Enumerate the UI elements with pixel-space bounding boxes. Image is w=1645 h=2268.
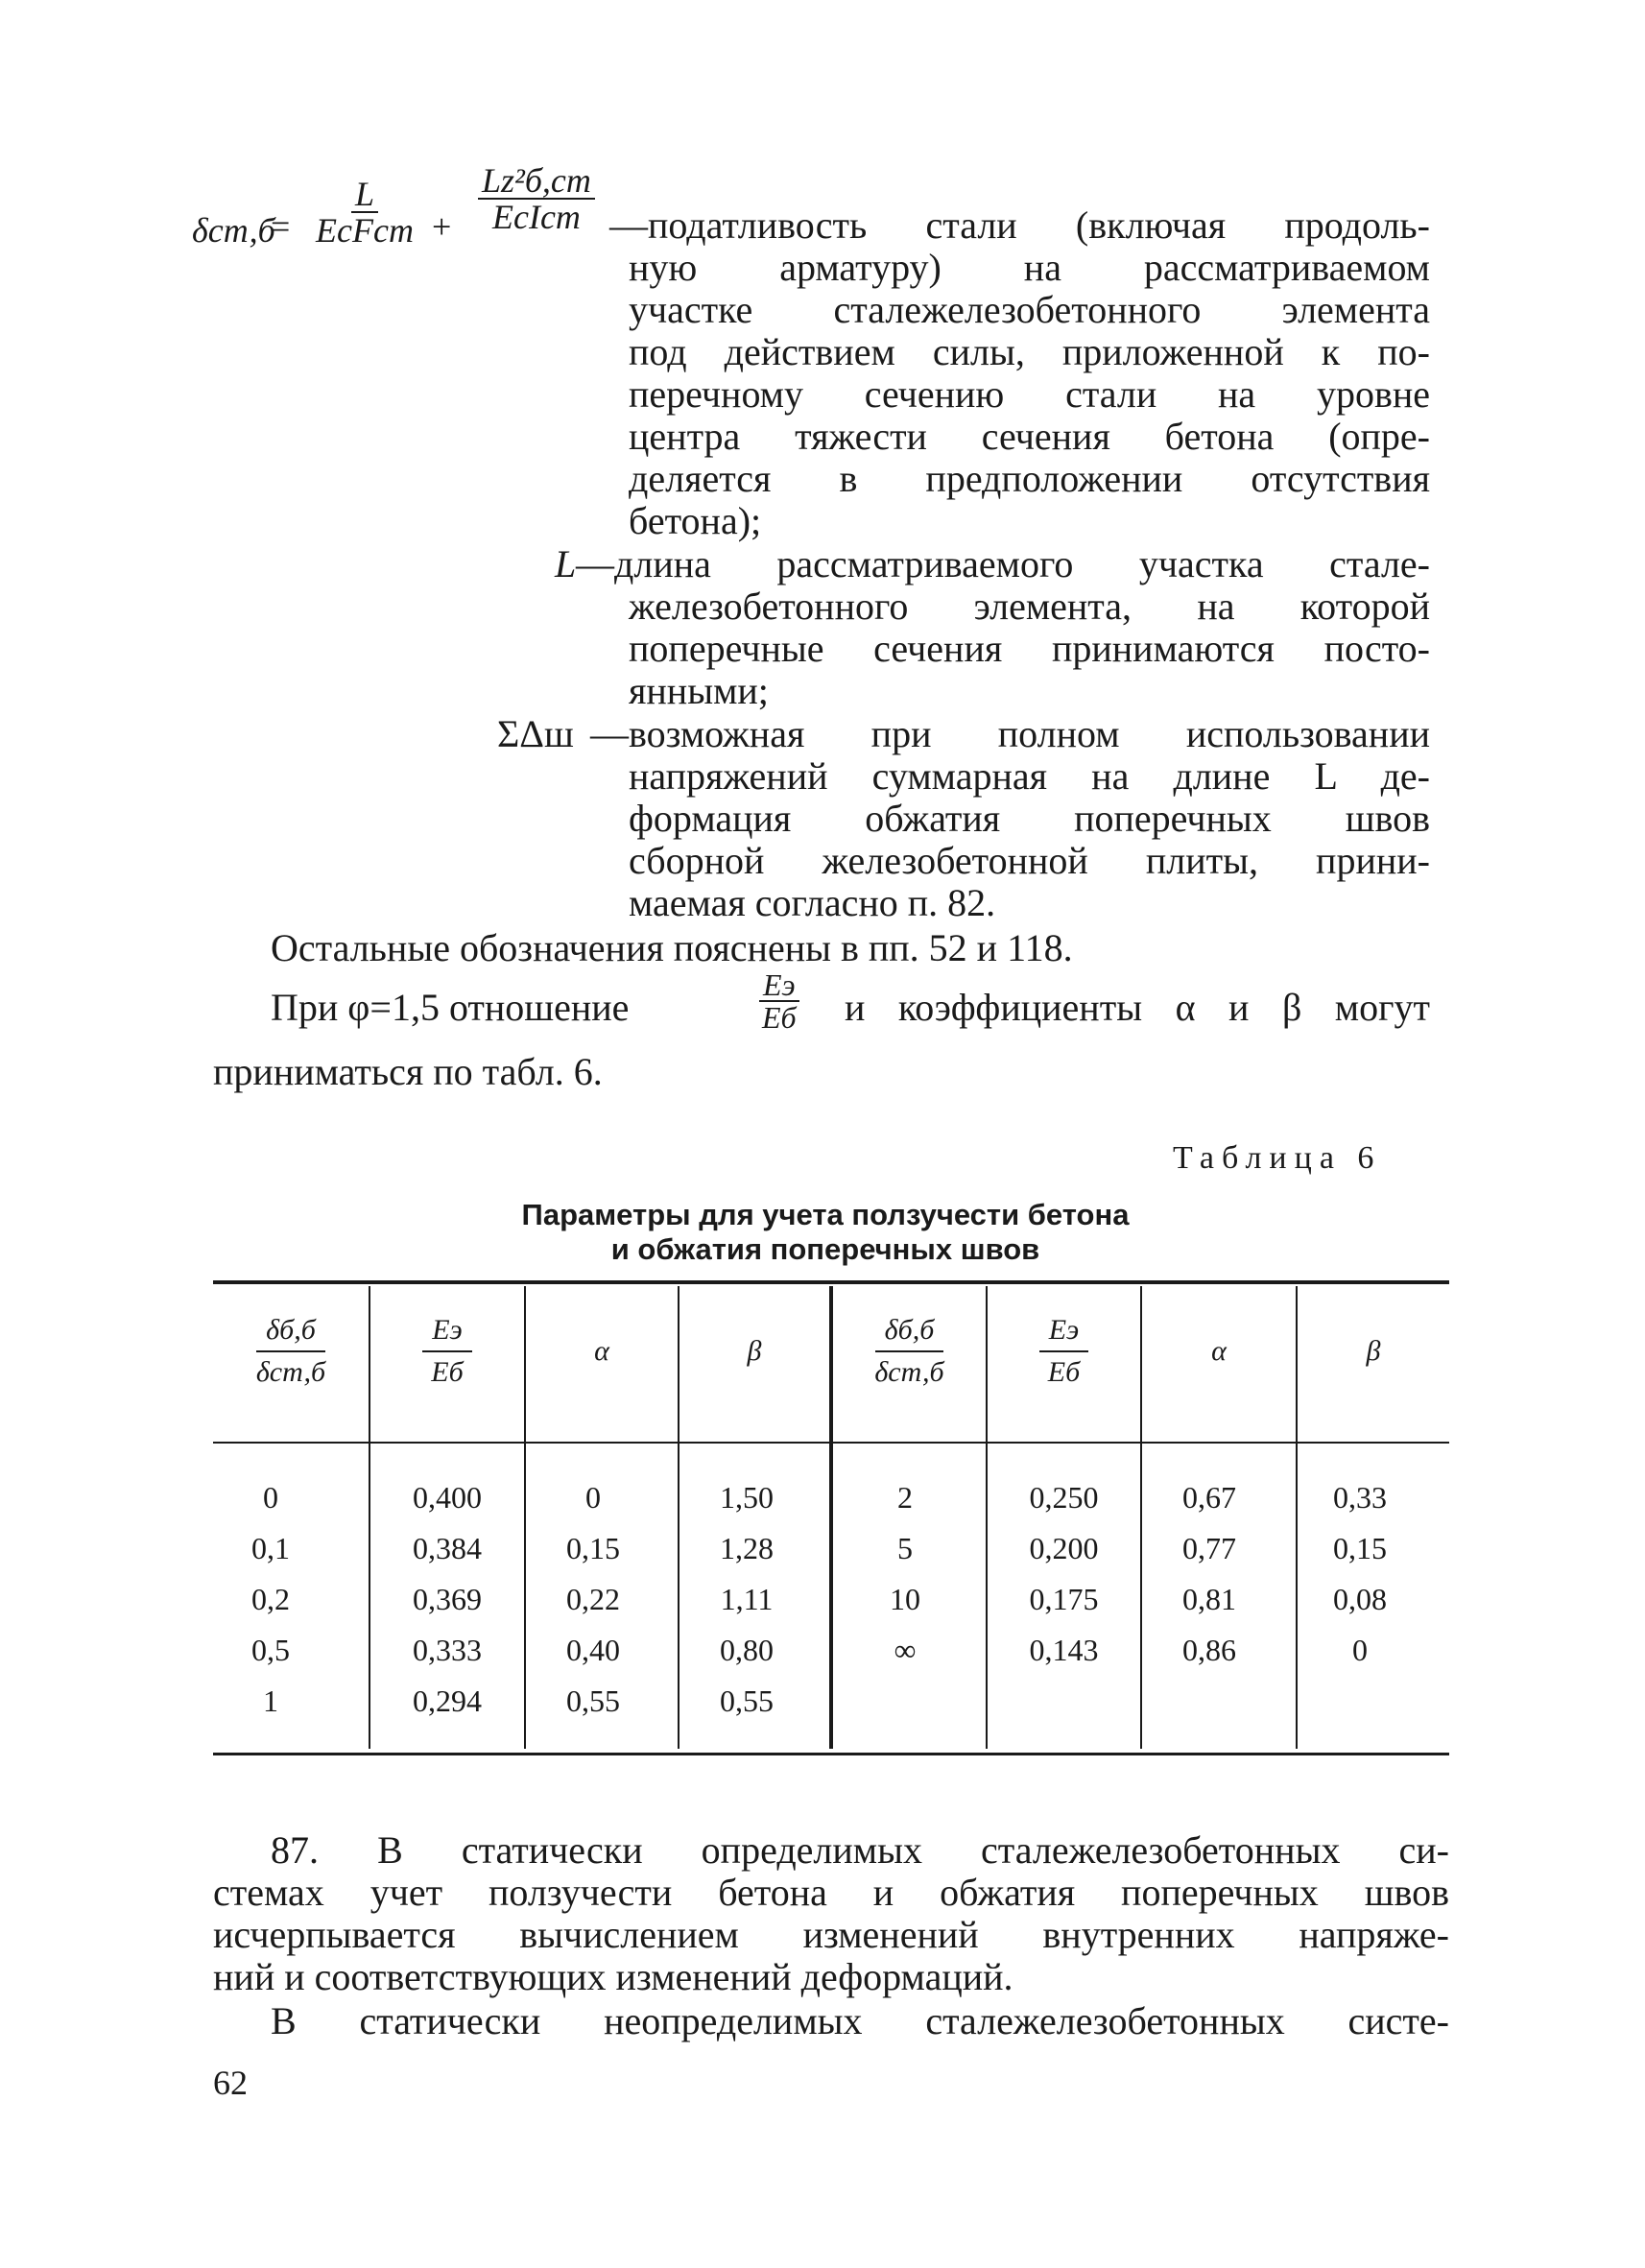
header-numerator: δб,б: [875, 1310, 944, 1352]
parameters-table: [213, 1280, 1449, 1755]
definition-line: формация обжатия поперечных швов: [629, 797, 1430, 840]
table-cell: 10: [890, 1582, 920, 1616]
table-cell: 0,55: [566, 1683, 620, 1718]
table-cell: 0,55: [720, 1683, 774, 1718]
header-alpha: α: [1211, 1335, 1227, 1367]
table-caption: Таблица 6: [1173, 1140, 1382, 1176]
column-left-beta: [679, 1472, 814, 1727]
definition-line: —возможная при полном использовании: [590, 712, 1430, 755]
definition-line: бетона);: [629, 499, 762, 542]
phi-line2: приниматься по табл. 6.: [213, 1050, 603, 1093]
paragraph-last-line: В статически неопределимых сталежелезобетонных систе-: [271, 1999, 1449, 2042]
phi-fraction-numerator: Eэ: [759, 969, 799, 1002]
table-cell: 0: [1352, 1633, 1368, 1667]
table-title-line: Параметры для учета ползучести бетона: [521, 1198, 1130, 1231]
column-right-modulus: [988, 1472, 1140, 1676]
paragraph-line: 87. В статически определимых сталежелезобетонных си-: [271, 1828, 1449, 1872]
column-right-ratio: [833, 1472, 977, 1676]
header-numerator: Eэ: [422, 1310, 472, 1352]
table-cell: 0,384: [413, 1531, 482, 1565]
table-cell: 0,22: [566, 1582, 620, 1616]
table-cell: 0,15: [1333, 1531, 1387, 1565]
paragraph-line: стемах учет ползучести бетона и обжатия поперечных швов: [213, 1871, 1449, 1914]
table-title-line: и обжатия поперечных швов: [610, 1232, 1040, 1266]
table-cell: 0,15: [566, 1531, 620, 1565]
formula-fraction-2-denominator: EcIст: [491, 198, 581, 236]
table-cell: 0,200: [1029, 1531, 1099, 1565]
page-number: 62: [213, 2064, 248, 2102]
table-cell: 0,80: [720, 1633, 774, 1667]
table-cell: 0,33: [1333, 1480, 1387, 1515]
formula-fraction-2: [478, 163, 595, 234]
definition-line: деляется в предположении отсутствия: [629, 457, 1430, 500]
symbol-sum-delta: ΣΔш: [497, 712, 574, 755]
column-left-alpha: [526, 1472, 660, 1727]
definition-line: напряжений суммарная на длине L де-: [629, 754, 1430, 798]
symbol-L: L: [555, 542, 577, 585]
table-cell: 0,175: [1029, 1582, 1099, 1616]
header-beta: β: [747, 1335, 762, 1367]
definition-line: под действием силы, приложенной к по-: [629, 330, 1430, 373]
table-cell: 0,1: [251, 1531, 290, 1565]
table-cell: 0,250: [1029, 1480, 1099, 1515]
table-title: [461, 1198, 1190, 1267]
header-denominator: δст,б: [874, 1356, 944, 1388]
table-cell: 0: [585, 1480, 601, 1515]
definition-line: участке сталежелезобетонного элемента: [629, 288, 1430, 331]
table-cell: ∞: [894, 1633, 917, 1667]
definition-line: ную арматуру) на рассматриваемом: [629, 246, 1430, 289]
column-left-ratio: [213, 1472, 328, 1727]
paragraph-rest-notations: Остальные обозначения пояснены в пп. 52 и 118.: [271, 926, 1073, 969]
formula-equals: =: [271, 207, 291, 246]
phi-fraction: [758, 969, 800, 1033]
table-cell: 1: [263, 1683, 278, 1718]
header-numerator: Eэ: [1039, 1310, 1089, 1352]
formula-lhs: δст,б: [192, 211, 275, 250]
definition-line: —податливость стали (включая продоль-: [609, 203, 1430, 247]
header-denominator: Eб: [431, 1356, 464, 1388]
formula-fraction-1-denominator: EcFст: [316, 211, 414, 250]
column-right-beta: [1298, 1472, 1422, 1676]
table-cell: 0,143: [1029, 1633, 1099, 1667]
phi-end: и коэффициенты α и β могут: [845, 986, 1430, 1029]
table-cell: 0,40: [566, 1633, 620, 1667]
formula-fraction-1: [312, 177, 417, 248]
definition-line: маемая согласно п. 82.: [629, 881, 996, 924]
header-alpha: α: [594, 1335, 609, 1367]
compliance-formula: [192, 163, 633, 269]
table-cell: 2: [897, 1480, 913, 1515]
table-cell: 1,50: [720, 1480, 774, 1515]
table-cell: 0,400: [413, 1480, 482, 1515]
column-right-alpha: [1142, 1472, 1276, 1676]
paragraph-line: исчерпывается вычислением изменений внутренних напряже-: [213, 1913, 1449, 1956]
table-cell: 0,86: [1182, 1633, 1236, 1667]
formula-fraction-2-numerator: Lz²б,ст: [478, 163, 595, 200]
header-compliance-ratio: [213, 1294, 369, 1409]
phi-fraction-denominator: Eб: [762, 1000, 797, 1035]
table-cell: 0,08: [1333, 1582, 1387, 1616]
definition-line: —длина рассматриваемого участка стале-: [576, 542, 1430, 585]
table-cell: 0,67: [1182, 1480, 1236, 1515]
table-cell: 0,369: [413, 1582, 482, 1616]
table-cell: 0,81: [1182, 1582, 1236, 1616]
table-cell: 0,2: [251, 1582, 290, 1616]
definition-line: перечному сечению стали на уровне: [629, 372, 1430, 416]
header-modulus-ratio: [370, 1294, 524, 1409]
definition-line: железобетонного элемента, на которой: [629, 585, 1430, 628]
formula-fraction-1-numerator: L: [351, 177, 378, 213]
table-top-rule: [213, 1280, 1449, 1284]
definition-line: сборной железобетонной плиты, прини-: [629, 839, 1430, 882]
definition-line: поперечные сечения принимаются посто-: [629, 627, 1430, 670]
header-compliance-ratio: [833, 1294, 986, 1409]
header-denominator: Eб: [1047, 1356, 1081, 1388]
header-numerator: δб,б: [256, 1310, 325, 1352]
table-cell: 0,333: [413, 1633, 482, 1667]
definition-line: янными;: [629, 669, 769, 712]
header-beta: β: [1366, 1335, 1381, 1367]
definition-line: центра тяжести сечения бетона (опре-: [629, 415, 1430, 458]
table-cell: 5: [897, 1531, 913, 1565]
table-cell: 0,5: [251, 1633, 290, 1667]
table-cell: 1,11: [720, 1582, 774, 1616]
table-cell: 1,28: [720, 1531, 774, 1565]
table-cell: 0,294: [413, 1683, 482, 1718]
paragraph-line: ний и соответствующих изменений деформаций.: [213, 1955, 1013, 1998]
table-cell: 0: [263, 1480, 278, 1515]
table-bottom-rule: [213, 1753, 1449, 1755]
column-left-modulus: [370, 1472, 524, 1727]
phi-start: При φ=1,5 отношение: [271, 986, 630, 1029]
formula-plus: +: [432, 207, 452, 246]
header-modulus-ratio: [988, 1294, 1140, 1409]
table-cell: 0,77: [1182, 1531, 1236, 1565]
header-denominator: δст,б: [255, 1356, 326, 1388]
